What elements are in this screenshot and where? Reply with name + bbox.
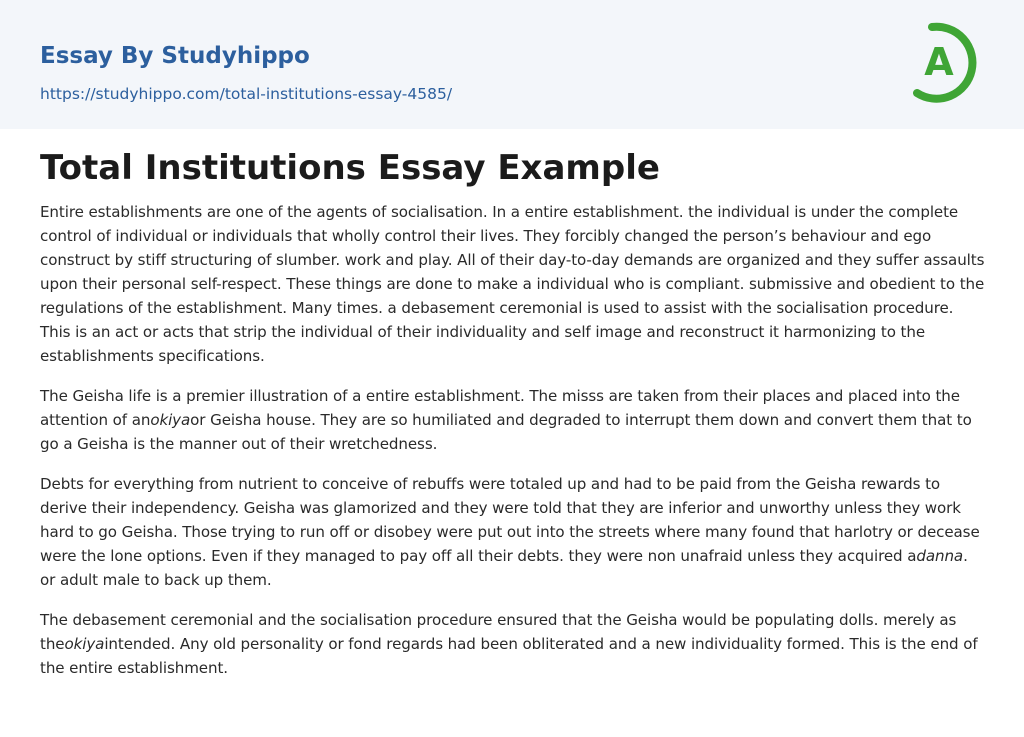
- paragraph-4: [40, 608, 986, 680]
- essay-body: [40, 200, 986, 696]
- paragraph-1: Entire establishments are one of the agents of socialisation. In a entire establishment. the individual is under the complete control of individual or individuals that wholly control their lives. They forcibly changed the person’s behaviour and ego construct by stiff structuring of slumber. work and play. All of their day-to-day demands are organized and they suffer assaults upon their personal self-respect. These things are done to make a individual who is compliant. submissive and obedient to the regulations of the establishment. Many times. a debasement ceremonial is used to assist with the socialisation procedure. This is an act or acts that strip the individual of their individuality and self image and reconstruct it harmonizing to the establishments specifications.: [40, 203, 985, 365]
- logo-letter: A: [924, 40, 954, 84]
- paragraph-2-term: okiya: [150, 411, 191, 429]
- paragraph-2-text-a: The Geisha life is a premier illustration of a entire establishment. The misss are taken from their places and placed into the attention of an: [40, 387, 960, 429]
- paragraph-4-term: okiya: [64, 635, 105, 653]
- paragraph-4-text-a: The debasement ceremonial and the socialisation procedure ensured that the Geisha would be populating dolls. merely as the: [40, 611, 957, 653]
- paragraph-3: [40, 472, 986, 592]
- essay-title: Total Institutions Essay Example: [40, 148, 660, 188]
- essay-url-link[interactable]: https://studyhippo.com/total-institutions-essay-4585/: [40, 85, 453, 103]
- studyhippo-logo-icon[interactable]: [912, 19, 986, 105]
- paragraph-2-text-b: or Geisha house. They are so humiliated and degraded to interrupt them down and convert them that to go a Geisha is the manner out of their wretchedness.: [40, 411, 972, 453]
- paragraph-3-text-b: . or adult male to back up them.: [40, 547, 968, 589]
- brand-name[interactable]: Essay By Studyhippo: [40, 43, 310, 69]
- paragraph-4-text-b: intended. Any old personality or fond regards had been obliterated and a new individuality formed. This is the end of the entire establishment.: [40, 635, 978, 677]
- paragraph-3-term: danna: [916, 547, 964, 565]
- paragraph-3-text-a: Debts for everything from nutrient to conceive of rebuffs were totaled up and had to be paid from the Geisha rewards to derive their independency. Geisha was glamorized and they were told that they are inferior and unworthy unless they work hard to go Geisha. Those trying to run off or disobey were put out into the streets where many found that harlotry or decease were the lone options. Even if they managed to pay off all their debts. they were non unafraid unless they acquired a: [40, 475, 980, 565]
- paragraph-2: [40, 384, 986, 456]
